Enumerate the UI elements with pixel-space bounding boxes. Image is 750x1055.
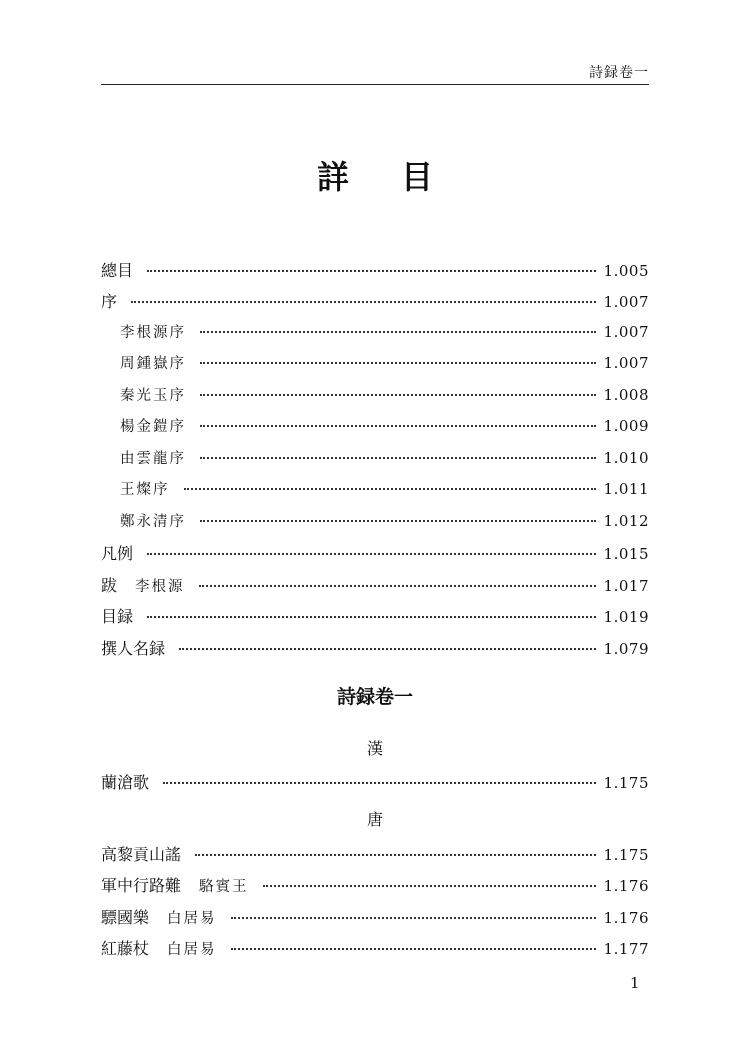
- dot-leader: [184, 488, 596, 490]
- entry-page: 1.010: [603, 449, 649, 467]
- dot-leader: [131, 301, 596, 303]
- toc-entry[interactable]: [101, 258, 649, 280]
- dot-leader: [200, 331, 596, 333]
- entry-author: 白居易: [167, 942, 217, 958]
- entry-page: 1.175: [603, 774, 649, 792]
- entry-title: 秦光玉序: [120, 388, 186, 404]
- entry-title: 跋: [101, 576, 118, 595]
- entry-title: 蘭滄歌: [101, 773, 150, 792]
- toc-subentry[interactable]: [120, 478, 649, 500]
- entry-title: 李根源序: [120, 325, 186, 341]
- entry-page: 1.175: [603, 846, 649, 864]
- entry-title: 鄭永清序: [120, 514, 186, 530]
- toc-subentry[interactable]: [120, 510, 649, 532]
- entry-page: 1.012: [603, 512, 649, 530]
- entry-page: 1.009: [603, 417, 649, 435]
- entry-page: 1.008: [603, 386, 649, 404]
- toc-subentry[interactable]: [120, 447, 649, 469]
- dot-leader: [200, 457, 596, 459]
- dot-leader: [147, 616, 596, 618]
- entry-title: 高黎貢山謠: [101, 845, 182, 864]
- toc-entry[interactable]: [101, 636, 649, 658]
- toc-entry[interactable]: [101, 541, 649, 563]
- entry-page: 1.019: [603, 608, 649, 626]
- volume-heading: 詩録卷一: [336, 686, 413, 708]
- toc-entry[interactable]: [101, 770, 649, 792]
- toc-entry[interactable]: [101, 604, 649, 626]
- entry-page: 1.007: [603, 293, 649, 311]
- dot-leader: [231, 948, 596, 950]
- dot-leader: [199, 585, 596, 587]
- dot-leader: [163, 782, 596, 784]
- dot-leader: [263, 885, 596, 887]
- dot-leader: [147, 553, 596, 555]
- page-title: 詳目: [316, 158, 485, 196]
- toc-entry[interactable]: [101, 289, 649, 311]
- dot-leader: [200, 520, 596, 522]
- entry-title: 凡例: [101, 544, 134, 563]
- running-header: 詩録卷一: [589, 65, 649, 81]
- toc-entry[interactable]: [101, 873, 649, 895]
- entry-title: 軍中行路難: [101, 876, 182, 895]
- dot-leader: [200, 425, 596, 427]
- toc-subentry[interactable]: [120, 415, 649, 437]
- dot-leader: [231, 917, 596, 919]
- entry-page: 1.176: [603, 877, 649, 895]
- dynasty-heading: 唐: [366, 810, 383, 829]
- entry-title: 目録: [101, 607, 134, 626]
- toc-entry[interactable]: [101, 842, 649, 864]
- entry-page: 1.017: [603, 577, 649, 595]
- toc-subentry[interactable]: [120, 384, 649, 406]
- entry-title: 總目: [101, 261, 134, 280]
- entry-title: 楊金鎧序: [120, 419, 186, 435]
- toc-entry[interactable]: [101, 936, 649, 958]
- dot-leader: [200, 394, 596, 396]
- dot-leader: [179, 648, 596, 650]
- entry-page: 1.015: [603, 545, 649, 563]
- entry-page: 1.005: [603, 262, 649, 280]
- entry-page: 1.007: [603, 323, 649, 341]
- dot-leader: [147, 270, 596, 272]
- toc-entry[interactable]: [101, 573, 649, 595]
- entry-page: 1.176: [603, 909, 649, 927]
- entry-author: 李根源: [135, 579, 185, 595]
- toc-subentry[interactable]: [120, 321, 649, 343]
- entry-title: 周鍾嶽序: [120, 356, 186, 372]
- dynasty-heading: 漢: [366, 739, 383, 758]
- entry-title: 撰人名録: [101, 639, 166, 658]
- entry-title: 由雲龍序: [120, 451, 186, 467]
- entry-title: 紅藤杖: [101, 939, 150, 958]
- entry-page: 1.007: [603, 354, 649, 372]
- entry-title: 序: [101, 292, 118, 311]
- entry-author: 白居易: [167, 911, 217, 927]
- entry-title: 王燦序: [120, 482, 170, 498]
- entry-page: 1.177: [603, 940, 649, 958]
- header-rule: [101, 84, 649, 85]
- dot-leader: [195, 854, 596, 856]
- toc-entry[interactable]: [101, 905, 649, 927]
- entry-page: 1.011: [603, 480, 649, 498]
- dot-leader: [200, 362, 596, 364]
- entry-title: 驃國樂: [101, 908, 150, 927]
- toc-subentry[interactable]: [120, 352, 649, 374]
- entry-page: 1.079: [603, 640, 649, 658]
- page-number: 1: [630, 974, 640, 992]
- entry-author: 駱賓王: [199, 879, 249, 895]
